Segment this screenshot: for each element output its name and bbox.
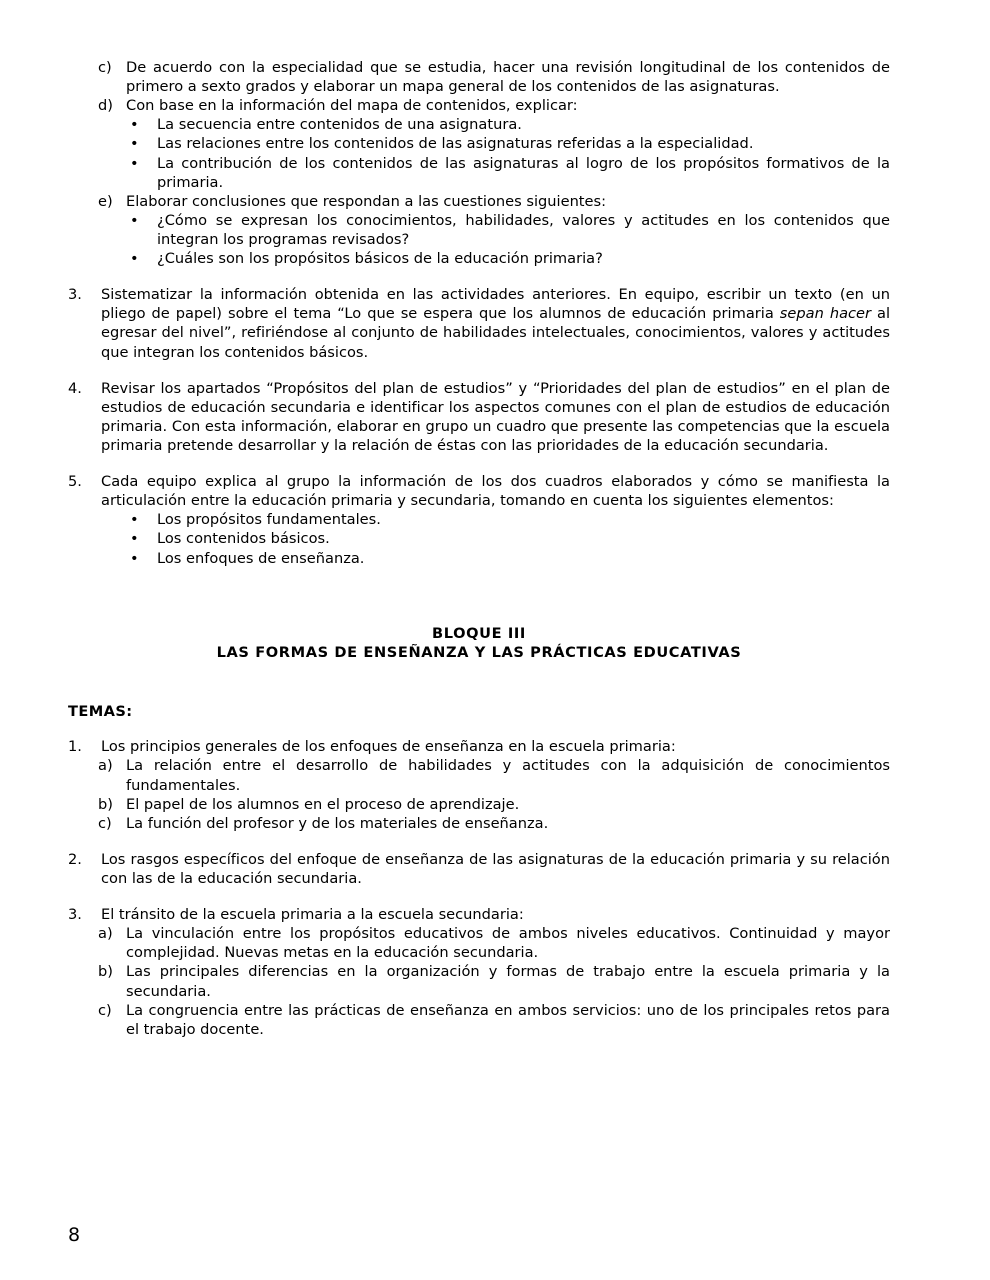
temas-label: TEMAS:	[68, 703, 133, 721]
list-marker: d)	[98, 97, 113, 115]
list-marker: a)	[98, 925, 113, 943]
list-text: Elaborar conclusiones que respondan a las cuestiones siguientes:	[126, 192, 607, 210]
list-text: Las principales diferencias en la organización y formas de trabajo entre la escuela primaria y la secundaria.	[126, 963, 890, 1000]
bullet-item	[130, 249, 890, 268]
bullet-icon: •	[130, 135, 139, 153]
temas-list	[68, 737, 890, 1039]
bullet-icon: •	[130, 211, 139, 229]
item-text-part1: Sistematizar la información obtenida en las actividades anteriores. En equipo, escribir un texto (en un pliego de papel) sobre el tema “Lo que se espera que los alumnos de educación primaria	[101, 286, 890, 323]
block-heading-line1: BLOQUE III	[432, 624, 526, 642]
item-number: 1.	[68, 738, 82, 756]
list-item	[98, 795, 890, 814]
item-text: Los rasgos específicos del enfoque de enseñanza de las asignaturas de la educación primaria y su relación con las de la educación secundaria.	[101, 850, 890, 887]
list-text: La vinculación entre los propósitos educativos de ambos niveles educativos. Continuidad y mayor complejidad. Nuevas metas en la educación secundaria.	[126, 925, 890, 962]
list-text: La congruencia entre las prácticas de enseñanza en ambos servicios: uno de los principales retos para el trabajo docente.	[126, 1001, 890, 1038]
bullet-text: La contribución de los contenidos de las asignaturas al logro de los propósitos formativos de la primaria.	[157, 154, 890, 191]
numbered-activities	[68, 285, 890, 567]
list-marker: c)	[98, 59, 112, 76]
item-text-italic: sepan hacer	[779, 305, 872, 323]
list-marker: c)	[98, 814, 112, 832]
item-number: 4.	[68, 379, 82, 397]
list-marker: b)	[98, 963, 113, 981]
item-text: Revisar los apartados “Propósitos del plan de estudios” y “Prioridades del plan de estudios” en el plan de estudios de educación secundaria e identificar los aspectos comunes con el plan de estudios de educación primaria. Con esta información, elaborar en grupo un cuadro que presente las competencias que la escuela primaria pretende desarrollar y la relación de éstas con las prioridades de la educación secundaria.	[101, 379, 890, 454]
item-text: El tránsito de la escuela primaria a la escuela secundaria:	[101, 906, 524, 924]
bullet-item	[130, 529, 890, 548]
bullet-text: ¿Cuáles son los propósitos básicos de la educación primaria?	[157, 250, 603, 268]
item-number: 3.	[68, 286, 82, 304]
e-bullets	[68, 211, 890, 268]
item5-bullets	[68, 510, 890, 567]
list-item	[98, 756, 890, 794]
temas-item-1-subitems	[68, 756, 890, 832]
bullet-icon: •	[130, 549, 139, 567]
list-item	[98, 962, 890, 1000]
bullet-text: Los contenidos básicos.	[157, 530, 330, 548]
bullet-icon: •	[130, 154, 139, 172]
temas-item-3	[68, 905, 890, 924]
item-text: Cada equipo explica al grupo la información de los dos cuadros elaborados y cómo se manifiesta la articulación entre la educación primaria y secundaria, tomando en cuenta los siguientes elementos:	[101, 473, 890, 510]
list-item	[98, 1001, 890, 1039]
item-number: 3.	[68, 906, 82, 924]
list-item	[98, 814, 890, 833]
temas-item-1	[68, 737, 890, 756]
list-marker: a)	[98, 757, 113, 775]
bullet-item	[130, 549, 890, 568]
top-lettered-list	[68, 58, 890, 268]
bullet-item	[130, 211, 890, 249]
temas-item-2	[68, 850, 890, 888]
numbered-item-5	[68, 472, 890, 510]
list-text: De acuerdo con la especialidad que se estudia, hacer una revisión longitudinal de los contenidos de primero a sexto grados y elaborar un mapa general de los contenidos de las asignaturas.	[126, 59, 890, 96]
item-number: 5.	[68, 473, 82, 491]
list-text: La relación entre el desarrollo de habilidades y actitudes con la adquisición de conocimientos fundamentales.	[126, 757, 890, 794]
item-text: Los principios generales de los enfoques de enseñanza en la escuela primaria:	[101, 738, 676, 756]
bullet-text: Las relaciones entre los contenidos de las asignaturas referidas a la especialidad.	[157, 135, 754, 153]
bullet-icon: •	[130, 116, 139, 134]
item-text-part2: al egresar del nivel”, refiriéndose al conjunto de habilidades intelectuales, conocimientos, valores y actitudes que integran los contenidos básicos.	[101, 305, 891, 361]
item-number: 2.	[68, 850, 82, 868]
bullet-item	[130, 134, 890, 153]
bullet-text: Los propósitos fundamentales.	[157, 511, 381, 529]
bullet-text: Los enfoques de enseñanza.	[157, 549, 365, 567]
list-marker: c)	[98, 1001, 112, 1019]
list-item	[98, 924, 890, 962]
bullet-text: La secuencia entre contenidos de una asignatura.	[157, 116, 522, 134]
block-heading-line2: LAS FORMAS DE ENSEÑANZA Y LAS PRÁCTICAS EDUCATIVAS	[216, 644, 742, 662]
temas-item-3-subitems	[68, 924, 890, 1039]
list-text: El papel de los alumnos en el proceso de aprendizaje.	[126, 795, 520, 813]
list-text: Con base en la información del mapa de contenidos, explicar:	[126, 97, 578, 115]
list-marker: e)	[98, 192, 113, 210]
numbered-item-3	[68, 285, 890, 361]
bullet-item	[130, 510, 890, 529]
bullet-icon: •	[130, 530, 139, 548]
numbered-item-4	[68, 379, 890, 455]
bullet-text: ¿Cómo se expresan los conocimientos, habilidades, valores y actitudes en los contenidos que integran los programas revisados?	[157, 211, 890, 248]
bullet-item	[130, 154, 890, 192]
item-text	[101, 285, 890, 361]
list-item	[98, 192, 890, 211]
page-number: 8	[68, 1224, 81, 1246]
bullet-icon: •	[130, 250, 139, 268]
list-text: La función del profesor y de los materiales de enseñanza.	[126, 814, 549, 832]
block-heading	[68, 624, 890, 664]
list-marker: b)	[98, 795, 113, 813]
d-bullets	[68, 115, 890, 191]
bullet-item	[130, 115, 890, 134]
bullet-icon: •	[130, 511, 139, 529]
list-item	[98, 58, 890, 96]
list-item	[98, 96, 890, 115]
